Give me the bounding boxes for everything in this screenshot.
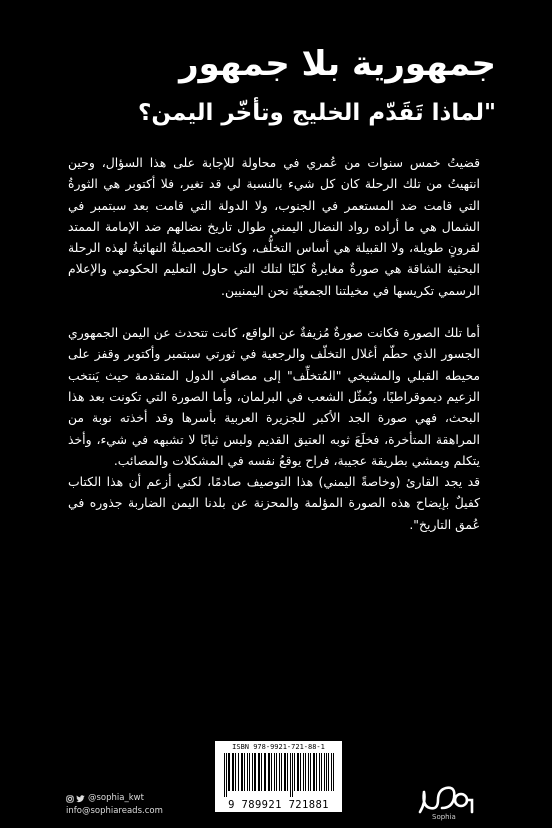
barcode-bar: [252, 753, 253, 791]
barcode-bar: [319, 753, 320, 791]
barcode-bar: [249, 753, 250, 791]
barcode-bar: [324, 753, 325, 791]
barcode-bar: [241, 753, 243, 791]
barcode-bars: [223, 753, 334, 797]
barcode-bar: [232, 753, 234, 791]
barcode-bar: [271, 753, 272, 791]
barcode-bar: [313, 753, 315, 791]
barcode-bar: [261, 753, 262, 791]
barcode-bar: [305, 753, 306, 791]
barcode-bar: [276, 753, 277, 791]
barcode-bar: [228, 753, 230, 791]
book-subtitle: "لماذا تَقَدّم الخليج وتأخّر اليمن؟: [138, 100, 496, 126]
barcode-bar: [290, 753, 291, 797]
blurb-paragraph-2: أما تلك الصورة فكانت صورةٌ مُزيفةٌ عن الواقع، كانت تتحدث عن اليمن الجمهوري الجسور الذي حطّم أغلال التخلّف والرجعية في ثورتي سبتمبر وأكتوبر وقفز على محيطه القبلي والمشيخي "المُتخلِّف" إلى مصافي الدول المتقدمة حيث يَنتخب الزعيم ديموقراطيًا، ويُمثّل الشعب في البرلمان، وأما الصورة التي تكونت بعد هذا البحث، فهي صورة الجد الأكبر للجزيرة العربية بأسرها وقد أخذته نوبة من المراهقة المتأخرة، فخلَعَ ثوبه العتيق القديم ولبس ثيابًا لا تشبهه في شيء، وأخذ يتكلم ويمشي بطريقة عجيبة، فراح يوقعُ نفسه في المشكلات والمصائب.: [68, 325, 480, 468]
barcode-bar: [287, 753, 288, 791]
barcode-bar: [264, 753, 266, 791]
barcode-bar: [328, 753, 329, 791]
barcode-bar: [224, 753, 225, 797]
barcode-bar: [281, 753, 282, 791]
barcode-bar: [331, 753, 332, 791]
barcode-digits: 9 789921 721881: [228, 799, 329, 811]
blurb-paragraph-1: قضيتُ خمس سنوات من عُمري في محاولة للإجابة على هذا السؤال، وحين انتهيتُ من تلك الرحلة كان كل شيء بالنسبة لي قد تغير، فلا أكتوبر هي الثورةُ التي قامت ضد المستعمر في الجنوب، ولا الدولة التي قامت بعد سبتمبر في الشمال هي ما أراده رواد النضال اليمني طوال تاريخ نضالهم ضد الإمامة الممتد لقرونٍ طويلة، ولا القبيلة هي أساس التخلُّف، وكانت الحصيلةُ النهائيةُ لهذه الرحلة البحثية الشاقة هي صورةٌ مغايرةٌ كليًا لتلك التي حاول التعليم الحكومي والإعلام الرسمي تكريسها في مخيلتنا الجمعيّة نحن اليمنيين.: [68, 155, 480, 298]
barcode-bar: [238, 753, 239, 791]
barcode-bar: [268, 753, 270, 791]
publisher-contact: [66, 792, 163, 818]
barcode-bar: [333, 753, 334, 791]
barcode-bar: [292, 753, 293, 797]
barcode-bar: [254, 753, 256, 791]
blurb-text: [68, 152, 480, 535]
barcode-bar: [226, 753, 227, 797]
barcode-bar: [284, 753, 286, 791]
barcode-bar: [316, 753, 317, 791]
barcode-bar: [300, 753, 301, 791]
book-title: جمهورية بلا جمهور: [179, 44, 496, 84]
barcode-bar: [294, 753, 295, 791]
publisher-logo-sub: Sophia: [432, 813, 456, 821]
isbn-label: ISBN 978-9921-721-88-1: [232, 743, 325, 751]
barcode-bar: [247, 753, 248, 791]
barcode-bar: [235, 753, 236, 791]
barcode-bar: [244, 753, 245, 791]
isbn-barcode: [215, 741, 342, 812]
barcode-bar: [297, 753, 299, 791]
barcode-bar: [326, 753, 327, 791]
instagram-icon: [66, 795, 74, 803]
blurb-paragraph-3: قد يجد القارئ (وخاصةً اليمني) هذا التوصيف صادمًا، لكني أزعم أن هذا الكتاب كفيلٌ بإيضاح هذه الصورة المؤلمة والمحزنة عن بلدنا اليمن الضاربة جذوره في عُمق التاريخ".: [68, 474, 480, 532]
barcode-bar: [274, 753, 275, 791]
contact-email: info@sophiareads.com: [66, 806, 163, 816]
barcode-bar: [308, 753, 309, 791]
social-handle: @sophia_kwt: [88, 793, 144, 803]
barcode-bar: [258, 753, 260, 791]
barcode-bar: [279, 753, 280, 791]
social-row: [66, 792, 163, 805]
barcode-bar: [321, 753, 322, 791]
barcode-bar: [303, 753, 304, 791]
barcode-bar: [310, 753, 311, 791]
twitter-icon: [76, 795, 85, 803]
